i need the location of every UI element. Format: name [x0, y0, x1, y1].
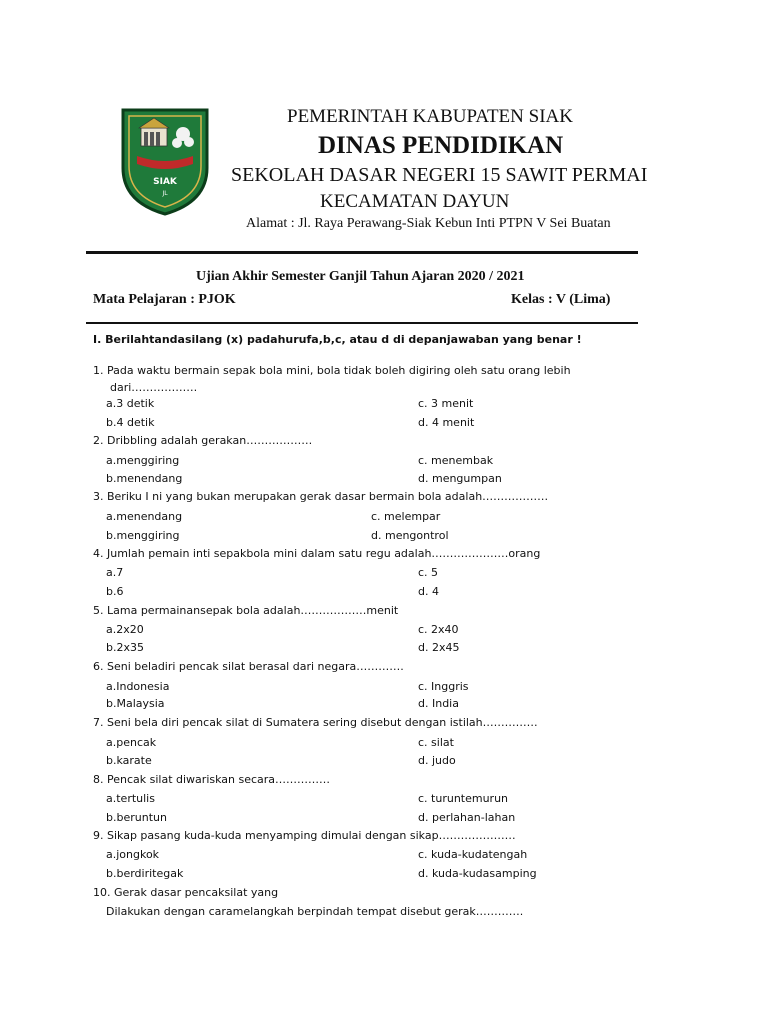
- answer-option-a: a.3 detik: [106, 397, 155, 410]
- answer-option-a: a.menggiring: [106, 454, 180, 467]
- answer-option-a: a.menendang: [106, 510, 183, 523]
- exam-title: Ujian Akhir Semester Ganjil Tahun Ajaran 2020 / 2021: [196, 269, 525, 284]
- answer-option-c: c. menembak: [418, 454, 494, 467]
- answer-option-d: d. 4: [418, 585, 439, 598]
- answer-option-a: a.7: [106, 566, 124, 579]
- answer-option-b: b.karate: [106, 754, 152, 767]
- logo-subtext: JL: [162, 190, 168, 197]
- answer-option-b: b.menggiring: [106, 529, 180, 542]
- question-text: 5. Lama permainansepak bola adalah………………menit: [93, 604, 399, 617]
- answer-option-a: a.pencak: [106, 736, 157, 749]
- question-text-cont: Dilakukan dengan caramelangkah berpindah tempat disebut gerak………….: [106, 905, 524, 918]
- answer-option-b: b.4 detik: [106, 416, 155, 429]
- answer-option-d: d. mengumpan: [418, 472, 502, 485]
- answer-option-a: a.Indonesia: [106, 680, 170, 693]
- header-district: KECAMATAN DAYUN: [320, 191, 510, 212]
- question-text: 4. Jumlah pemain inti sepakbola mini dalam satu regu adalah…………………orang: [93, 547, 541, 560]
- header-school: SEKOLAH DASAR NEGERI 15 SAWIT PERMAI: [231, 164, 648, 186]
- answer-option-b: b.Malaysia: [106, 697, 165, 710]
- answer-option-c: c. 5: [418, 566, 439, 579]
- answer-option-d: d. mengontrol: [371, 529, 449, 542]
- question-text: 7. Seni bela diri pencak silat di Sumatera sering disebut dengan istilah……………: [93, 716, 538, 729]
- answer-option-d: d. kuda-kudasamping: [418, 867, 537, 880]
- question-text: 8. Pencak silat diwariskan secara……………: [93, 773, 331, 786]
- answer-option-b: b.2x35: [106, 641, 144, 654]
- answer-option-b: b.6: [106, 585, 124, 598]
- answer-option-c: c. turuntemurun: [418, 792, 509, 805]
- question-text: 2. Dribbling adalah gerakan………………: [93, 434, 313, 447]
- answer-option-c: c. 3 menit: [418, 397, 474, 410]
- answer-option-d: d. 2x45: [418, 641, 460, 654]
- answer-option-d: d. 4 menit: [418, 416, 475, 429]
- answer-option-b: b.berdiritegak: [106, 867, 184, 880]
- question-text-cont: dari………………: [110, 381, 198, 394]
- answer-option-c: c. Inggris: [418, 680, 469, 693]
- instructions: I. Berilahtandasilang (x) padahurufa,b,c, atau d di depanjawaban yang benar !: [93, 333, 582, 346]
- answer-option-a: a.jongkok: [106, 848, 160, 861]
- exam-subject: Mata Pelajaran : PJOK: [93, 292, 236, 307]
- answer-option-c: c. silat: [418, 736, 454, 749]
- answer-option-b: b.menendang: [106, 472, 183, 485]
- answer-option-d: d. perlahan-lahan: [418, 811, 516, 824]
- answer-option-d: d. judo: [418, 754, 456, 767]
- info-divider: [86, 322, 638, 324]
- siak-regency-logo: [119, 106, 211, 216]
- answer-option-a: a.tertulis: [106, 792, 155, 805]
- question-text: 3. Beriku I ni yang bukan merupakan gerak dasar bermain bola adalah………………: [93, 490, 549, 503]
- question-text: 1. Pada waktu bermain sepak bola mini, bola tidak boleh digiring oleh satu orang lebih: [93, 364, 571, 377]
- answer-option-a: a.2x20: [106, 623, 144, 636]
- answer-option-d: d. India: [418, 697, 459, 710]
- exam-class: Kelas : V (Lima): [511, 292, 611, 307]
- answer-option-c: c. kuda-kudatengah: [418, 848, 528, 861]
- header-divider: [86, 251, 638, 254]
- header-government: PEMERINTAH KABUPATEN SIAK: [287, 106, 573, 127]
- logo-text: SIAK: [153, 177, 177, 187]
- question-text: 10. Gerak dasar pencaksilat yang: [93, 886, 279, 899]
- header-address: Alamat : Jl. Raya Perawang-Siak Kebun Inti PTPN V Sei Buatan: [246, 216, 611, 231]
- answer-option-c: c. melempar: [371, 510, 441, 523]
- question-text: 6. Seni beladiri pencak silat berasal dari negara………….: [93, 660, 404, 673]
- header-department: DINAS PENDIDIKAN: [318, 132, 564, 159]
- question-text: 9. Sikap pasang kuda-kuda menyamping dimulai dengan sikap…………………: [93, 829, 516, 842]
- answer-option-c: c. 2x40: [418, 623, 459, 636]
- answer-option-b: b.beruntun: [106, 811, 167, 824]
